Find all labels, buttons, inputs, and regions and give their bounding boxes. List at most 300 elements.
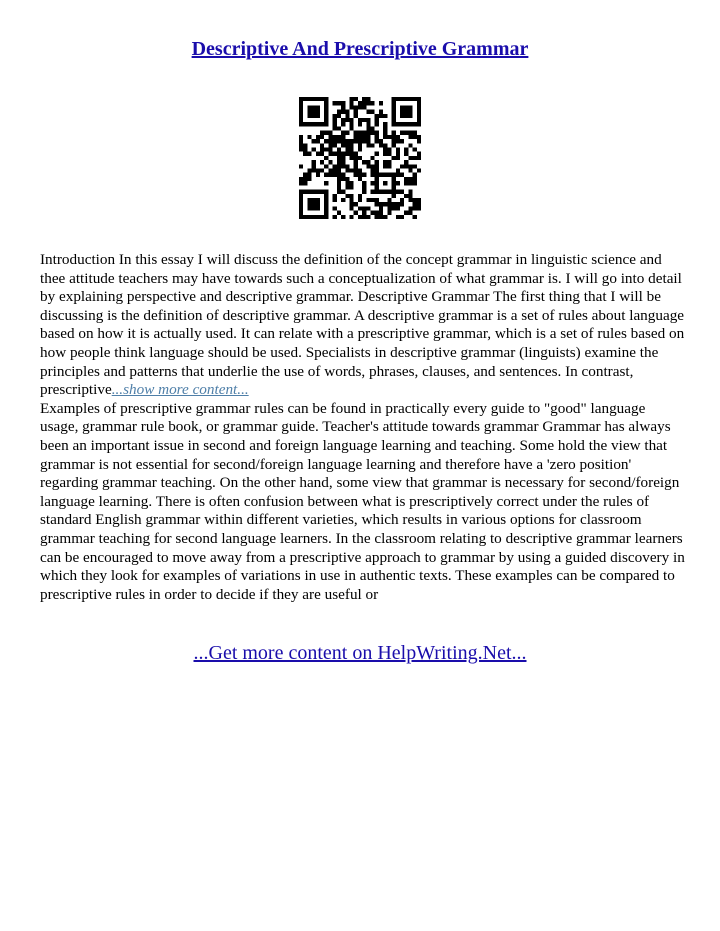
qr-module [337, 126, 341, 130]
qr-module [349, 122, 353, 126]
qr-module [396, 215, 400, 219]
qr-module [396, 147, 400, 151]
more-content-container [0, 642, 720, 665]
qr-module [379, 190, 383, 194]
qr-module [366, 206, 370, 210]
qr-module [354, 110, 358, 114]
qr-module [413, 131, 417, 135]
qr-module [349, 101, 353, 105]
qr-module [307, 105, 311, 109]
qr-module [396, 139, 400, 143]
qr-module [354, 97, 358, 101]
qr-module [324, 173, 328, 177]
qr-module [392, 185, 396, 189]
qr-module [354, 173, 358, 177]
qr-module [303, 147, 307, 151]
qr-module [396, 181, 400, 185]
qr-module [366, 135, 370, 139]
qr-module [383, 131, 387, 135]
qr-module [358, 177, 362, 181]
qr-module [371, 173, 375, 177]
qr-module [333, 135, 337, 139]
qr-module [349, 156, 353, 160]
qr-module [337, 114, 341, 118]
qr-module [341, 101, 345, 105]
qr-module [316, 105, 320, 109]
qr-module [408, 206, 412, 210]
qr-module [375, 169, 379, 173]
qr-module [312, 190, 316, 194]
qr-module [400, 173, 404, 177]
qr-module [320, 169, 324, 173]
qr-module [400, 131, 404, 135]
qr-module [371, 190, 375, 194]
qr-module [375, 131, 379, 135]
qr-module [316, 114, 320, 118]
qr-module [354, 135, 358, 139]
qr-module [362, 118, 366, 122]
qr-module [379, 211, 383, 215]
qr-module [383, 126, 387, 130]
qr-module [417, 152, 421, 156]
get-more-content-link[interactable]: ...Get more content on HelpWriting.Net... [193, 642, 527, 664]
qr-module [396, 202, 400, 206]
qr-module [375, 185, 379, 189]
qr-module [312, 139, 316, 143]
qr-module [408, 181, 412, 185]
qr-module [413, 198, 417, 202]
qr-module [333, 114, 337, 118]
qr-module [354, 211, 358, 215]
qr-module [324, 122, 328, 126]
qr-module [349, 97, 353, 101]
qr-module [333, 122, 337, 126]
qr-module [396, 206, 400, 210]
qr-module [392, 131, 396, 135]
qr-module [358, 147, 362, 151]
qr-module [349, 152, 353, 156]
qr-module [320, 147, 324, 151]
qr-module [337, 173, 341, 177]
qr-module [320, 160, 324, 164]
qr-module [324, 206, 328, 210]
qr-module [299, 122, 303, 126]
qr-module [383, 173, 387, 177]
qr-module [375, 173, 379, 177]
qr-module [345, 131, 349, 135]
qr-module [408, 114, 412, 118]
qr-module [345, 110, 349, 114]
qr-module [324, 139, 328, 143]
qr-module [383, 181, 387, 185]
qr-module [316, 202, 320, 206]
qr-module [366, 139, 370, 143]
qr-module [307, 206, 311, 210]
qr-module [324, 114, 328, 118]
qr-module [307, 114, 311, 118]
qr-module [312, 198, 316, 202]
qr-module [320, 131, 324, 135]
qr-module [375, 202, 379, 206]
qr-module [333, 198, 337, 202]
qr-module [379, 215, 383, 219]
qr-module [404, 110, 408, 114]
qr-module [417, 198, 421, 202]
qr-module [392, 97, 396, 101]
qr-module [375, 190, 379, 194]
qr-module [366, 131, 370, 135]
qr-module [341, 110, 345, 114]
qr-code-icon [299, 97, 421, 219]
qr-module [328, 135, 332, 139]
qr-module [349, 206, 353, 210]
qr-module [345, 177, 349, 181]
qr-module [383, 215, 387, 219]
qr-module [366, 143, 370, 147]
qr-module [400, 97, 404, 101]
qr-module [366, 198, 370, 202]
qr-module [303, 181, 307, 185]
qr-module [358, 215, 362, 219]
qr-module [337, 177, 341, 181]
qr-module [312, 114, 316, 118]
qr-module [337, 211, 341, 215]
qr-module [312, 215, 316, 219]
qr-module [383, 152, 387, 156]
qr-module [341, 164, 345, 168]
qr-module [299, 139, 303, 143]
qr-module [366, 164, 370, 168]
qr-module [324, 164, 328, 168]
qr-module [320, 122, 324, 126]
qr-module [333, 152, 337, 156]
qr-module [387, 147, 391, 151]
qr-module [349, 139, 353, 143]
qr-module [413, 215, 417, 219]
qr-module [320, 215, 324, 219]
qr-module [345, 143, 349, 147]
qr-module [312, 110, 316, 114]
qr-module [299, 177, 303, 181]
qr-module [408, 194, 412, 198]
qr-module [345, 185, 349, 189]
qr-module [400, 122, 404, 126]
qr-module [413, 122, 417, 126]
qr-module [413, 147, 417, 151]
qr-module [299, 114, 303, 118]
qr-module [299, 105, 303, 109]
qr-module [328, 152, 332, 156]
qr-module [299, 164, 303, 168]
qr-module [341, 131, 345, 135]
qr-module [417, 114, 421, 118]
qr-module [358, 194, 362, 198]
show-more-link[interactable]: ...show more content... [111, 381, 249, 399]
qr-module [417, 97, 421, 101]
qr-module [392, 114, 396, 118]
qr-module [408, 135, 412, 139]
qr-module [299, 101, 303, 105]
qr-module [307, 198, 311, 202]
qr-module [316, 215, 320, 219]
qr-module [345, 114, 349, 118]
qr-module [303, 152, 307, 156]
qr-module [362, 206, 366, 210]
qr-module [383, 122, 387, 126]
qr-module [362, 97, 366, 101]
qr-module [392, 118, 396, 122]
qr-module [299, 202, 303, 206]
qr-module [312, 147, 316, 151]
qr-module [379, 173, 383, 177]
qr-module [345, 164, 349, 168]
qr-module [396, 97, 400, 101]
qr-module [396, 152, 400, 156]
qr-module [354, 114, 358, 118]
qr-module [400, 114, 404, 118]
qr-module [349, 194, 353, 198]
qr-module [396, 190, 400, 194]
qr-module [324, 156, 328, 160]
qr-module [345, 118, 349, 122]
qr-module [387, 202, 391, 206]
qr-module [358, 105, 362, 109]
qr-module [375, 122, 379, 126]
qr-module [354, 139, 358, 143]
qr-module [345, 169, 349, 173]
qr-module [337, 160, 341, 164]
qr-module [333, 143, 337, 147]
qr-module [408, 169, 412, 173]
qr-module [341, 198, 345, 202]
qr-module [303, 215, 307, 219]
qr-module [299, 211, 303, 215]
document-title-link[interactable]: Descriptive And Prescriptive Grammar [191, 38, 529, 60]
qr-module [349, 169, 353, 173]
qr-module [413, 164, 417, 168]
qr-module [316, 169, 320, 173]
qr-module [383, 135, 387, 139]
qr-module [362, 173, 366, 177]
qr-module [371, 156, 375, 160]
qr-module [333, 169, 337, 173]
qr-module [358, 101, 362, 105]
qr-module [328, 160, 332, 164]
qr-module [349, 198, 353, 202]
qr-module [396, 173, 400, 177]
qr-module [341, 177, 345, 181]
qr-module [375, 114, 379, 118]
qr-module [366, 97, 370, 101]
qr-module [400, 139, 404, 143]
qr-module [404, 194, 408, 198]
qr-module [337, 147, 341, 151]
qr-module [404, 211, 408, 215]
qr-module [404, 114, 408, 118]
qr-module [375, 198, 379, 202]
qr-module [312, 122, 316, 126]
qr-module [408, 122, 412, 126]
qr-module [387, 160, 391, 164]
qr-module [387, 206, 391, 210]
qr-module [366, 215, 370, 219]
qr-module [392, 105, 396, 109]
qr-module [333, 139, 337, 143]
qr-module [417, 101, 421, 105]
qr-module [358, 143, 362, 147]
qr-module [324, 190, 328, 194]
qr-module [345, 181, 349, 185]
qr-module [404, 164, 408, 168]
qr-module [354, 105, 358, 109]
qr-module [408, 156, 412, 160]
qr-module [404, 152, 408, 156]
essay-body [40, 251, 685, 604]
qr-module [299, 190, 303, 194]
qr-module [404, 181, 408, 185]
qr-module [417, 206, 421, 210]
qr-module [328, 131, 332, 135]
qr-module [320, 97, 324, 101]
qr-module [333, 118, 337, 122]
qr-module [417, 139, 421, 143]
qr-module [299, 143, 303, 147]
qr-module [328, 173, 332, 177]
qr-module [417, 169, 421, 173]
qr-module [299, 147, 303, 151]
qr-module [362, 101, 366, 105]
qr-module [324, 215, 328, 219]
qr-module [383, 160, 387, 164]
qr-module [413, 177, 417, 181]
qr-module [408, 198, 412, 202]
qr-module [358, 139, 362, 143]
qr-module [349, 118, 353, 122]
qr-module [371, 198, 375, 202]
qr-module [303, 97, 307, 101]
qr-module [379, 206, 383, 210]
qr-module [362, 160, 366, 164]
qr-module [400, 164, 404, 168]
qr-module [354, 160, 358, 164]
qr-module [392, 110, 396, 114]
qr-module [324, 194, 328, 198]
qr-module [408, 110, 412, 114]
qr-module [362, 215, 366, 219]
qr-module [354, 169, 358, 173]
qr-module [349, 202, 353, 206]
qr-module [366, 101, 370, 105]
qr-module [333, 126, 337, 130]
qr-module [396, 156, 400, 160]
qr-module [358, 198, 362, 202]
qr-module [345, 139, 349, 143]
qr-module [320, 143, 324, 147]
qr-module [307, 215, 311, 219]
qr-module [404, 160, 408, 164]
qr-module [307, 152, 311, 156]
qr-module [417, 156, 421, 160]
qr-module [358, 206, 362, 210]
qr-module [345, 147, 349, 151]
qr-module [324, 97, 328, 101]
qr-module [375, 135, 379, 139]
qr-module [312, 169, 316, 173]
qr-module [358, 122, 362, 126]
qr-module [337, 110, 341, 114]
qr-module [358, 173, 362, 177]
qr-module [333, 194, 337, 198]
qr-module [362, 190, 366, 194]
qr-module [371, 126, 375, 130]
qr-module [333, 101, 337, 105]
qr-module [375, 160, 379, 164]
qr-module [387, 164, 391, 168]
qr-module [316, 152, 320, 156]
qr-module [316, 173, 320, 177]
qr-module [358, 156, 362, 160]
qr-module [362, 105, 366, 109]
qr-module [371, 181, 375, 185]
qr-module [324, 131, 328, 135]
qr-module [341, 105, 345, 109]
qr-module [417, 122, 421, 126]
qr-module [362, 139, 366, 143]
qr-module [316, 122, 320, 126]
qr-module [375, 211, 379, 215]
qr-module [337, 152, 341, 156]
qr-module [387, 152, 391, 156]
qr-module [299, 181, 303, 185]
qr-module [362, 135, 366, 139]
qr-module [408, 190, 412, 194]
qr-module [337, 169, 341, 173]
qr-module [341, 122, 345, 126]
qr-module [417, 135, 421, 139]
qr-module [362, 181, 366, 185]
title-container [0, 38, 720, 61]
qr-module [307, 177, 311, 181]
qr-module [307, 122, 311, 126]
qr-module [371, 164, 375, 168]
qr-module [303, 173, 307, 177]
qr-module [371, 143, 375, 147]
qr-module [303, 122, 307, 126]
qr-module [392, 173, 396, 177]
qr-module [379, 114, 383, 118]
qr-module [408, 143, 412, 147]
qr-module [408, 131, 412, 135]
qr-module [392, 190, 396, 194]
qr-module [341, 143, 345, 147]
qr-module [299, 215, 303, 219]
qr-module [349, 105, 353, 109]
qr-module [299, 118, 303, 122]
qr-module [387, 173, 391, 177]
qr-module [341, 190, 345, 194]
qr-module [375, 152, 379, 156]
qr-module [328, 139, 332, 143]
qr-module [358, 131, 362, 135]
qr-module [387, 211, 391, 215]
qr-module [383, 143, 387, 147]
qr-module [349, 147, 353, 151]
qr-module [392, 177, 396, 181]
qr-module [320, 190, 324, 194]
qr-module [375, 118, 379, 122]
qr-module [316, 97, 320, 101]
qr-module [337, 181, 341, 185]
